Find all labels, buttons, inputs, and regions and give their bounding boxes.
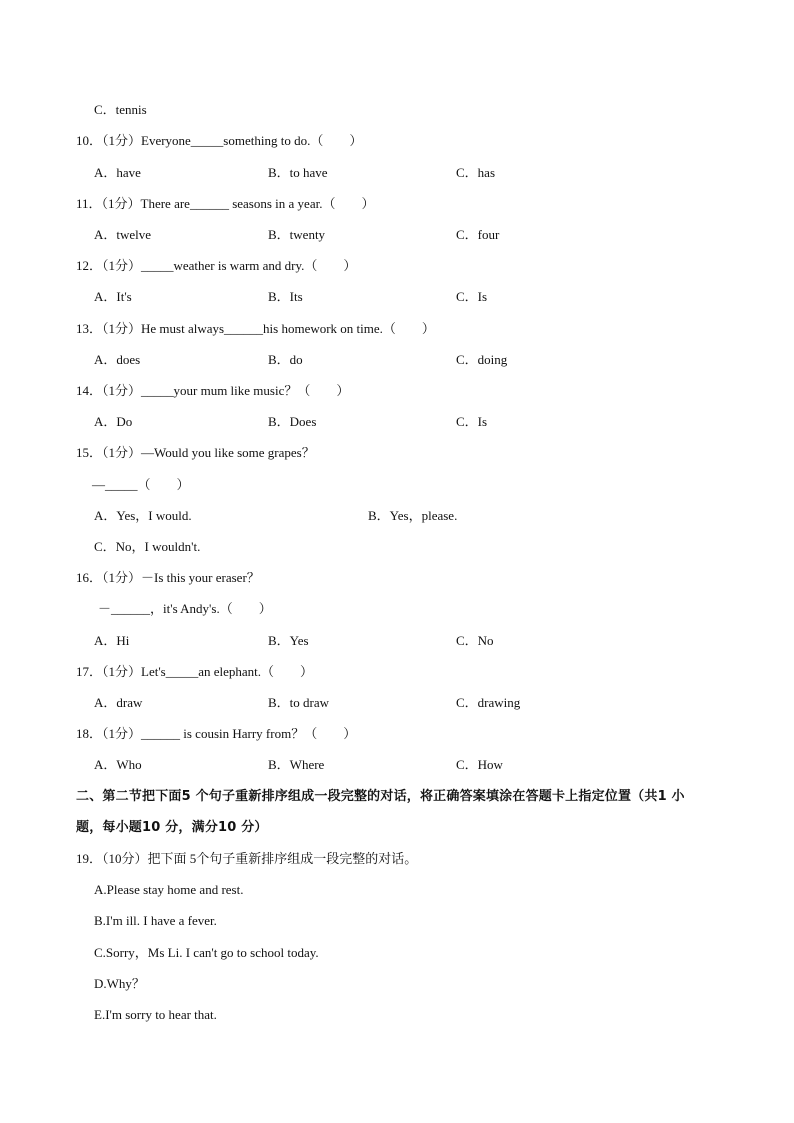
q17-option-b: B．to draw (268, 695, 330, 710)
q13-stem: 13．（1分）He must always______his homework on time.（ ） (76, 321, 435, 336)
q15-option-c: C．No，I wouldn't. (94, 539, 201, 554)
q19-stem: 19．（10分）把下面 5个句子重新排序组成一段完整的对话。 (76, 851, 418, 866)
q18-stem: 18．（1分）______ is cousin Harry from？（ ） (76, 726, 357, 741)
q16-option-b: B．Yes (268, 633, 309, 648)
q14-stem: 14．（1分）_____your mum like music？（ ） (76, 383, 350, 398)
q13-option-a: A．does (94, 352, 141, 367)
section2-heading-line1: 二、第二节把下面5 个句子重新排序组成一段完整的对话，将正确答案填涂在答题卡上指定位置（共1 小 (76, 789, 685, 804)
q19-sentence-b: B.I'm ill. I have a fever. (94, 913, 217, 928)
q11-option-c: C．four (456, 227, 500, 242)
q19-sentence-a: A.Please stay home and rest. (94, 882, 244, 897)
q13-option-b: B．do (268, 352, 303, 367)
q15-stem: 15．（1分）—Would you like some grapes？ (76, 445, 315, 460)
q16-stem-reply: －______，it's Andy's.（ ） (98, 601, 272, 616)
q10-option-b: B．to have (268, 165, 328, 180)
q13-option-c: C．doing (456, 352, 508, 367)
q19-sentence-d: D.Why？ (94, 976, 145, 991)
q10-stem: 10．（1分）Everyone_____something to do.（ ） (76, 133, 363, 148)
q11-option-a: A．twelve (94, 227, 152, 242)
q18-option-c: C．How (456, 757, 503, 772)
section2-heading-line2: 题，每小题10 分，满分10 分） (76, 820, 268, 835)
q12-stem: 12．（1分）_____weather is warm and dry.（ ） (76, 258, 357, 273)
q10-option-c: C．has (456, 165, 496, 180)
q14-option-c: C．Is (456, 414, 488, 429)
q17-option-c: C．drawing (456, 695, 521, 710)
q17-stem: 17．（1分）Let's_____an elephant.（ ） (76, 664, 314, 679)
q16-stem: 16．（1分）－Is this your eraser？ (76, 570, 260, 585)
q17-option-a: A．draw (94, 695, 143, 710)
q16-option-c: C．No (456, 633, 494, 648)
q18-option-a: A．Who (94, 757, 142, 772)
q9-option-c: C．tennis (94, 102, 147, 117)
q12-option-c: C．Is (456, 289, 488, 304)
q11-option-b: B．twenty (268, 227, 326, 242)
q12-option-b: B．Its (268, 289, 303, 304)
q15-option-b: B．Yes，please. (368, 508, 458, 523)
q16-option-a: A．Hi (94, 633, 130, 648)
q19-sentence-e: E.I'm sorry to hear that. (94, 1007, 217, 1022)
q12-option-a: A．It's (94, 289, 132, 304)
q19-sentence-c: C.Sorry，Ms Li. I can't go to school today. (94, 945, 319, 960)
q15-stem-reply: —_____（ ） (92, 477, 190, 492)
q18-option-b: B．Where (268, 757, 325, 772)
q11-stem: 11．（1分）There are______ seasons in a year.（ ） (76, 196, 375, 211)
q10-option-a: A．have (94, 165, 141, 180)
q14-option-b: B．Does (268, 414, 317, 429)
q14-option-a: A．Do (94, 414, 133, 429)
q15-option-a: A．Yes，I would. (94, 508, 192, 523)
